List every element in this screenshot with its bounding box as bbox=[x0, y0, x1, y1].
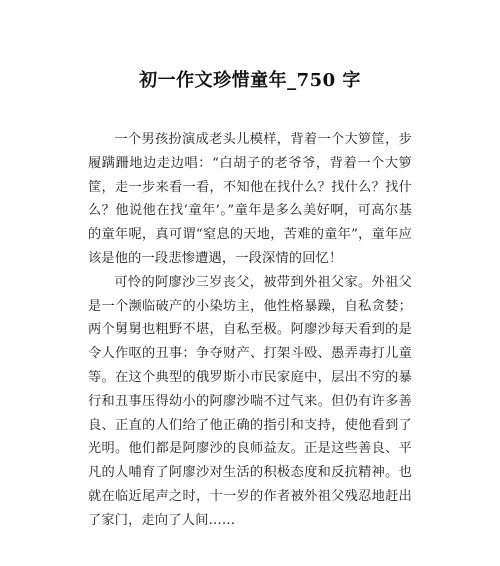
paragraph-2: 可怜的阿廖沙三岁丧父，被带到外祖父家。外祖父是一个濒临破产的小染坊主，他性格暴躁，自私贪婪；两个舅舅也粗野不堪，自私至极。阿廖沙每天看到的是令人作呕的丑事：争夺财产、打架斗殴、愚弄毒打儿童等。在这个典型的俄罗斯小市民家庭中，层出不穷的暴行和丑事压得幼小的阿廖沙喘不过气来。但仍有许多善良、正直的人们给了他正确的指引和支持，使他看到了光明。他们都是阿廖沙的良师益友。正是这些善良、平凡的人哺育了阿廖沙对生活的积极态度和反抗精神。也就在临近尾声之时，十一岁的作者被外祖父残忍地赶出了家门，走向了人间…… bbox=[88, 274, 412, 528]
document-body bbox=[88, 128, 412, 533]
paragraph-1: 一个男孩扮演成老头儿模样，背着一个大箩筐，步履蹒跚地边走边唱：“白胡子的老爷爷，背着一个大箩筐，走一步来看一看，不知他在找什么？找什么？找什么？他说他在找‘童年’。”童年是多么美好啊，可高尔基的童年呢，真可谓“窒息的天地，苦难的童年”，童年应该是他的一段悲惨遭遇，一段深情的回忆！ bbox=[88, 132, 412, 266]
document-title: 初一作文珍惜童年_750 字 bbox=[139, 70, 361, 91]
